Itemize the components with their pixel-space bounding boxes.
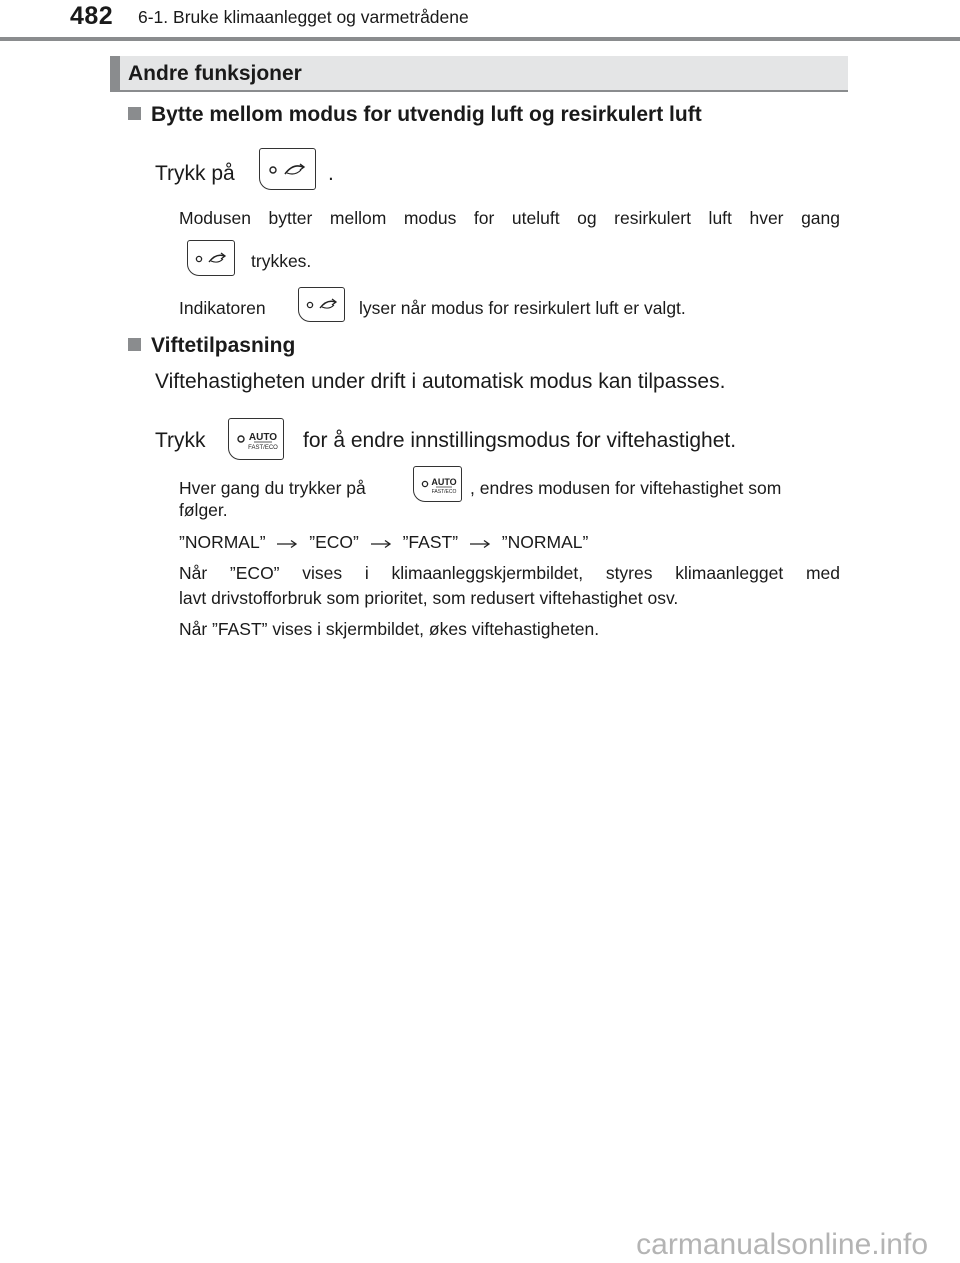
sequence-item: ”FAST” [402, 532, 459, 552]
auto-button-icon [228, 418, 284, 460]
air-mode-note1-line1: Modusen bytter mellom modus for uteluft og resirkulert luft hver gang [179, 208, 840, 228]
fan-note1-prefix: Hver gang du trykker på [179, 478, 366, 498]
air-mode-heading-text: Bytte mellom modus for utvendig luft og resirkulert luft [151, 103, 702, 126]
recirculation-indicator-icon [298, 287, 345, 322]
air-mode-note1-line2: trykkes. [251, 251, 312, 271]
running-head: 6-1. Bruke klimaanlegget og varmetrådene [138, 7, 469, 27]
fan-heading [128, 334, 295, 358]
air-mode-note2-suffix: lyser når modus for resirkulert luft er valgt. [359, 298, 686, 318]
fan-note1-suffix: , endres modusen for viftehastighet som [470, 478, 782, 498]
fan-press-prefix: Trykk [155, 429, 206, 452]
watermark-text: carmanualsonline.info [636, 1228, 928, 1261]
fast-eco-label: FAST/ECO [248, 445, 278, 451]
arrow-right-icon [370, 539, 392, 549]
auto-label-small: AUTO [431, 477, 457, 487]
recirculation-button-icon [259, 148, 316, 190]
square-bullet-icon [128, 107, 141, 120]
auto-label: AUTO [248, 432, 278, 443]
sequence-item: ”NORMAL” [179, 532, 266, 552]
air-mode-press-suffix: . [328, 162, 334, 185]
fan-press-suffix: for å endre innstillingsmodus for viftehastighet. [303, 429, 737, 452]
square-bullet-icon [128, 338, 141, 351]
fan-heading-text: Viftetilpasning [151, 334, 296, 357]
fan-note1-cont: følger. [179, 500, 228, 520]
air-mode-press-prefix: Trykk på [155, 162, 235, 185]
fast-eco-label-small: FAST/ECO [431, 489, 457, 495]
fan-mode-sequence [179, 530, 588, 555]
sequence-item: ”ECO” [309, 532, 359, 552]
fan-eco-line1: Når ”ECO” vises i klimaanleggskjermbildet, styres klimaanlegget med [179, 563, 840, 583]
fan-intro: Viftehastigheten under drift i automatisk modus kan tilpasses. [155, 370, 726, 393]
fan-fast-line: Når ”FAST” vises i skjermbildet, økes viftehastigheten. [179, 619, 600, 639]
air-mode-note2-prefix: Indikatoren [179, 298, 266, 318]
recirculation-button-icon-small [187, 240, 235, 276]
fan-eco-line2: lavt drivstofforbruk som prioritet, som redusert viftehastighet osv. [179, 588, 679, 608]
sequence-item: ”NORMAL” [501, 532, 589, 552]
auto-button-icon-small [413, 466, 462, 502]
section-title-bar [110, 56, 848, 92]
arrow-right-icon [276, 539, 298, 549]
header-rule [0, 37, 960, 41]
page-number: 482 [70, 2, 114, 30]
arrow-right-icon [469, 539, 491, 549]
section-title: Andre funksjoner [128, 62, 302, 85]
air-mode-heading [128, 103, 702, 127]
section-accent [110, 56, 120, 90]
watermark [0, 1228, 960, 1262]
